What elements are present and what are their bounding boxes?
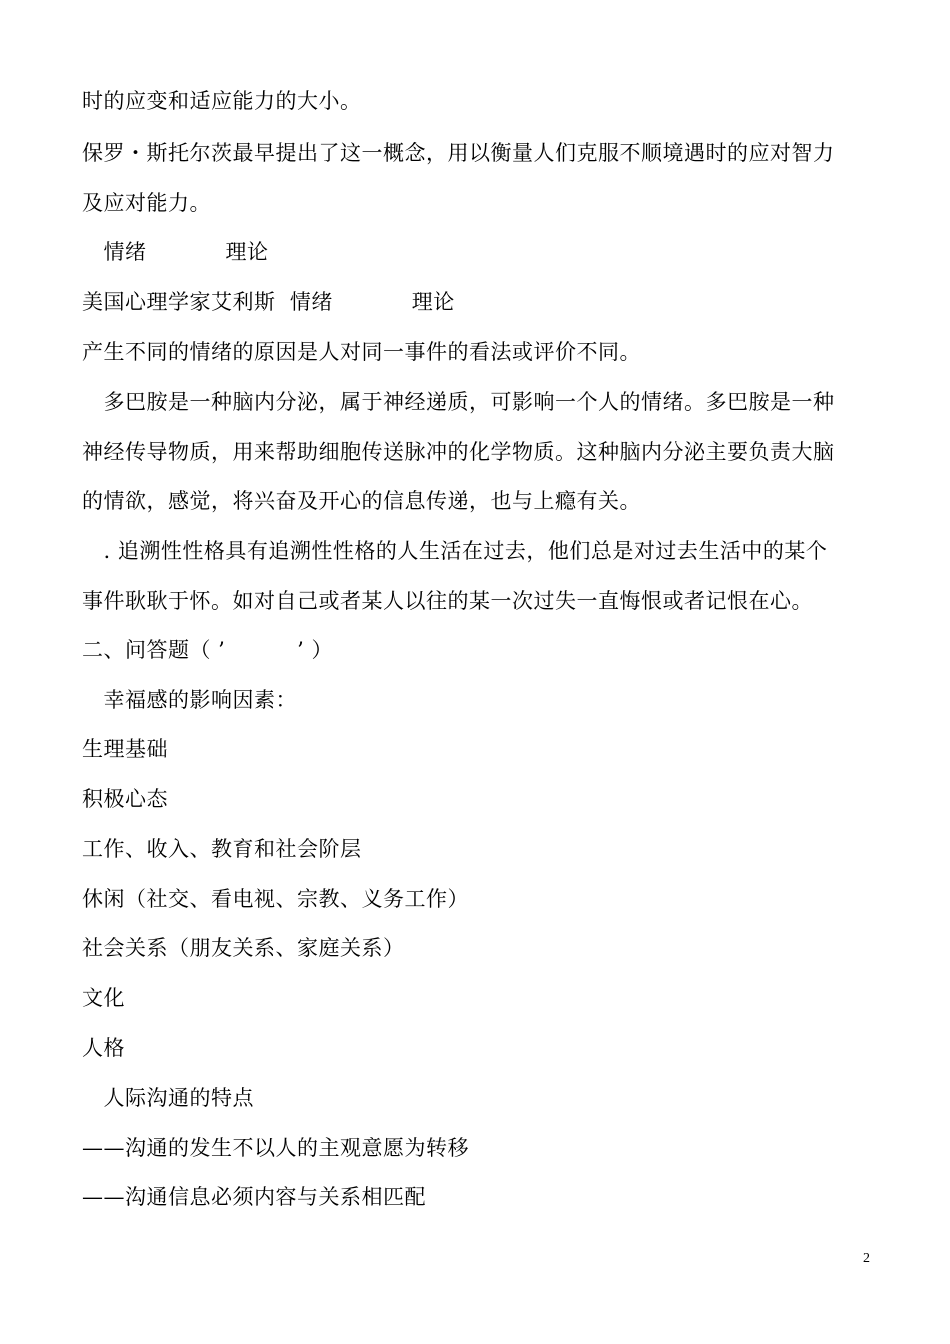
- text-line-8: 神经传导物质，用来帮助细胞传送脉冲的化学物质。这种脑内分泌主要负责大脑: [82, 440, 835, 464]
- list-item: 工作、收入、教育和社会阶层: [82, 837, 362, 861]
- text-line-21: 人际沟通的特点: [82, 1086, 255, 1110]
- list-item: 积极心态: [82, 787, 168, 811]
- dash-item: ——沟通的发生不以人的主观意愿为转移: [82, 1136, 469, 1160]
- text-line-10: . 追溯性性格具有追溯性性格的人生活在过去，他们总是对过去生活中的某个: [82, 539, 828, 563]
- text-line-5: 美国心理学家艾利斯 情绪 理论: [82, 290, 455, 314]
- list-item: 文化: [82, 986, 125, 1010]
- dash-item: ——沟通信息必须内容与关系相匹配: [82, 1185, 426, 1209]
- text-line-11: 事件耿耿于怀。如对自己或者某人以往的某一次过失一直悔恨或者记恨在心。: [82, 589, 813, 613]
- text-line-7: 多巴胺是一种脑内分泌，属于神经递质，可影响一个人的情绪。多巴胺是一种: [82, 390, 835, 414]
- text-line-3: 及应对能力。: [82, 191, 211, 215]
- text-line-2: 保罗・斯托尔茨最早提出了这一概念，用以衡量人们克服不顺境遇时的应对智力: [82, 141, 835, 165]
- list-item: 人格: [82, 1036, 125, 1060]
- text-line-13: 幸福感的影响因素：: [82, 688, 298, 712]
- text-line-1: 时的应变和适应能力的大小。: [82, 89, 362, 113]
- page-number: 2: [863, 1251, 870, 1266]
- list-item: 生理基础: [82, 737, 168, 761]
- list-item: 休闲（社交、看电视、宗教、义务工作）: [82, 887, 469, 911]
- section-heading: 二、问答题（ ’ ’ ）: [82, 638, 333, 662]
- text-line-4: 情绪 理论: [82, 240, 269, 264]
- text-line-6: 产生不同的情绪的原因是人对同一事件的看法或评价不同。: [82, 340, 641, 364]
- list-item: 社会关系（朋友关系、家庭关系）: [82, 936, 405, 960]
- text-line-9: 的情欲，感觉，将兴奋及开心的信息传递，也与上瘾有关。: [82, 489, 641, 513]
